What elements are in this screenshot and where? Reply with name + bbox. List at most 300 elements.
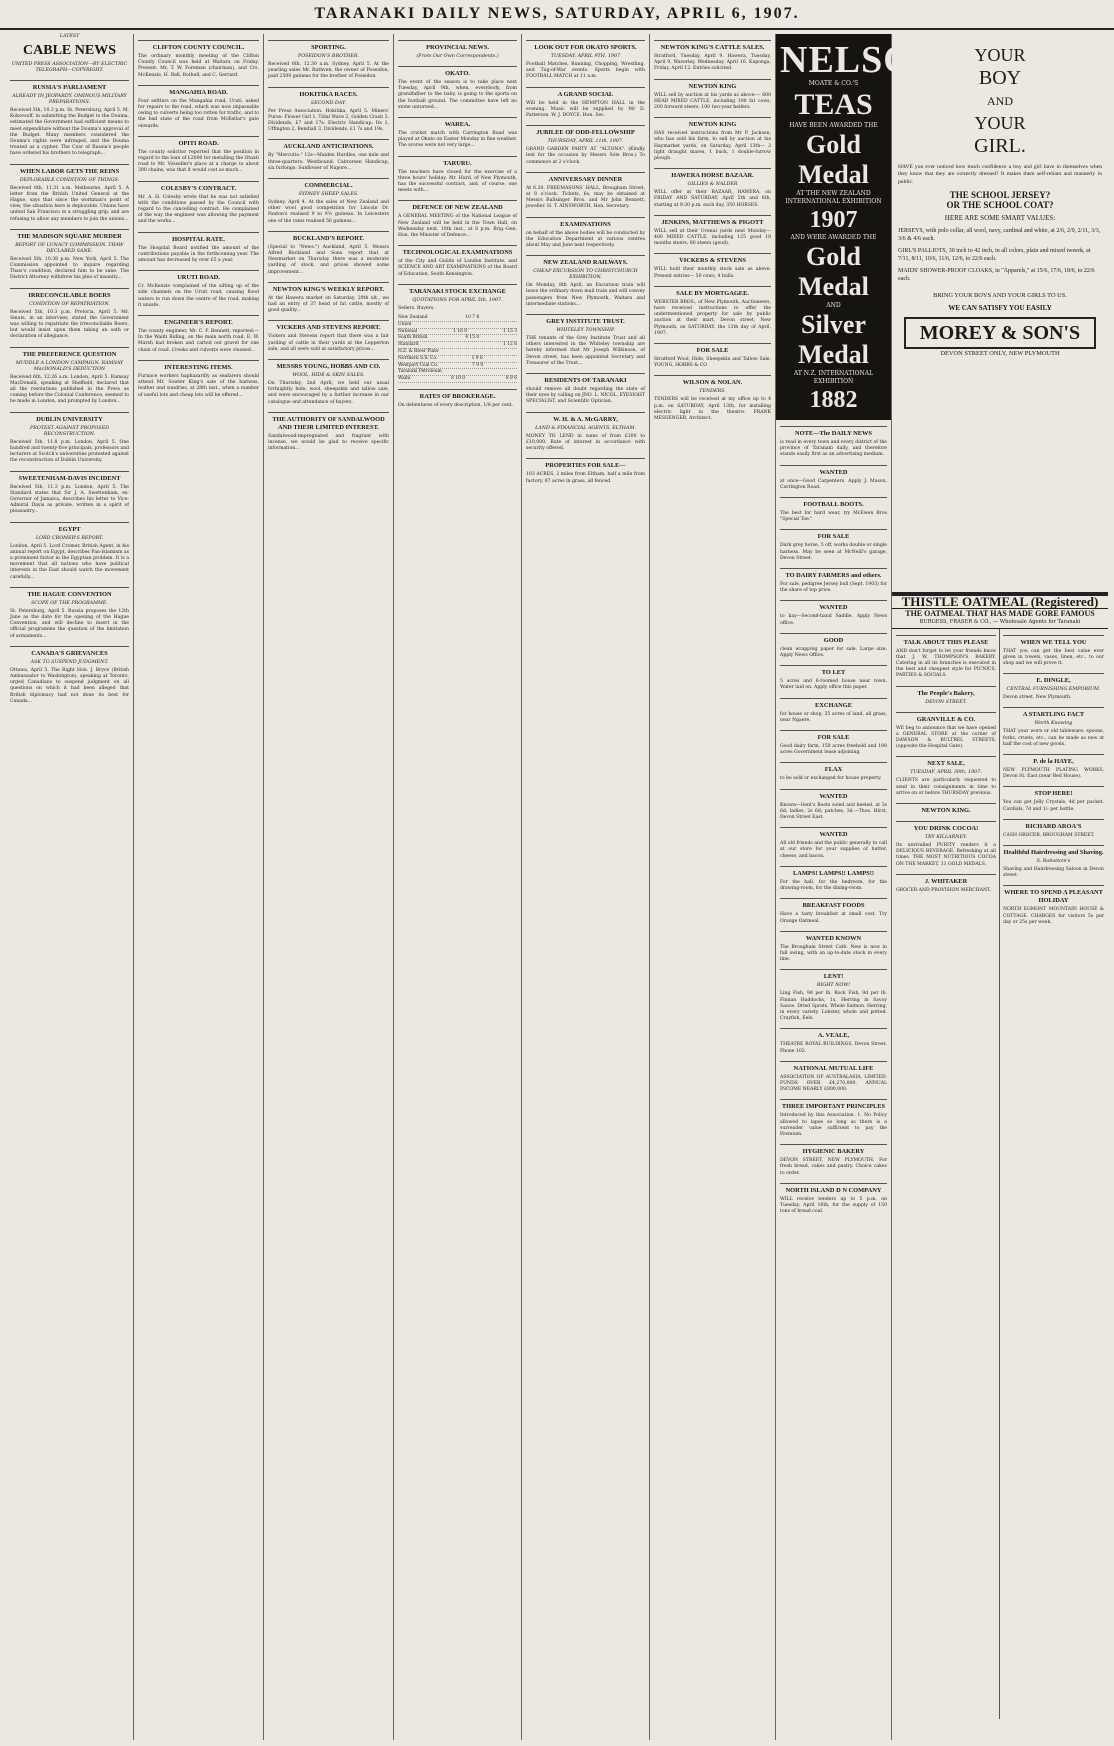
article-body: WILL sell by auction at his yards as above:— 600 HEAD MIXED CATTLE, including 100 fat cows, 200 forward steers, 100 two-year heifers. xyxy=(654,92,771,111)
school-coat-q: OR THE SCHOOL COAT? xyxy=(946,200,1054,211)
article-new-zealand-railways xyxy=(526,255,645,308)
article-heading: Healthful Hairdressing and Shaving. xyxy=(1003,845,1104,857)
article-mangahia-road xyxy=(138,85,259,130)
article-heading: WHEN WE TELL YOU xyxy=(1003,635,1104,647)
article-subheading: SCOPE OF THE PROGRAMME. xyxy=(31,600,108,606)
article-body: The Hospital Board notified the amount of the contributions payable in the forthcoming year. The amount has decreased by over £5 a year. xyxy=(138,245,259,264)
article-subheading: TUESDAY, APRIL 30th, 1907. xyxy=(910,770,982,776)
article-body: for house or shop, 35 acres of land, all grass, near Ngaere. xyxy=(780,711,887,723)
article-body: NORTH EGMONT MOUNTAIN HOUSE & COTTAGE. CHARGES for visitors 5s per day or 25s per week. xyxy=(1003,907,1104,925)
article-body: The best for hard wear, try McEwen Bros "Special Toe." xyxy=(780,511,887,523)
article-subheading: (From Our Own Correspondents.) xyxy=(416,54,499,59)
article-colesby-s-contract xyxy=(138,181,259,226)
article-sale-by-mortgagee xyxy=(654,286,771,337)
article-heading: WHEN LABOR GETS THE REINS xyxy=(10,164,129,176)
table-row xyxy=(398,322,517,329)
article-subheading: SECOND DAY. xyxy=(310,100,347,106)
article-heading: HAWERA HORSE BAZAAR. xyxy=(654,168,771,180)
article-heading: WANTED xyxy=(780,465,887,477)
article-body: GROCER AND PROVISION MERCHANT. xyxy=(896,887,991,893)
article-heading: MESSRS YOUNG, HOBBS AND CO. xyxy=(268,359,389,371)
article-body: Four settlers on the Mangahia road, Uruti, asked for repairs to the road, which was now impassable owing to culverts being too rotten for traffic, and to the bad state of the road from McKellar's gate onwards. xyxy=(138,98,259,129)
article-heading: RATES OF BROKERAGE. xyxy=(398,389,517,401)
classified-ads xyxy=(776,426,891,1215)
article-body: The Brougham Street Café. New is now in full swing, with an up-to-date stock in every line. xyxy=(780,944,887,963)
article-a-grand-social xyxy=(526,87,645,120)
and-label: AND xyxy=(987,94,1013,108)
article-body: The cricket match with Carrington Road was played at Okato on Easter Monday in fine weather. The scores were not very large... xyxy=(398,131,517,149)
table-row xyxy=(398,356,517,363)
article-subheading: S. Robottom's xyxy=(1036,859,1071,865)
table-row xyxy=(398,335,517,342)
article-body: of the City and Guilds of London Institute, and SCIENCE AND ART EXAMINATIONS of the Board of Education, South Kensington. xyxy=(398,259,517,277)
table-row xyxy=(398,363,517,370)
article-engineer-s-report xyxy=(138,315,259,354)
article-body: CLIENTS are particularly requested to send in their consignments in time to arrive on or before THURSDAY previous. xyxy=(896,778,996,796)
article-wanted xyxy=(780,600,887,626)
article-body: WEBSTER BROS., of New Plymouth, Auctioneers, have received instructions to offer the undermentioned property for sale by public auction at their mart, Devon street, New Plymouth, on SATURDAY, the 13th day of April, 1907. xyxy=(654,299,771,336)
article-body: Shaving and Hairdressing Saloon in Devon street. xyxy=(1003,867,1104,879)
article-football-boots xyxy=(780,497,887,523)
table-row xyxy=(398,349,517,356)
article-a-veale xyxy=(780,1028,887,1054)
table-cell-b: 1 12 6 xyxy=(503,342,517,348)
article-lent xyxy=(780,969,887,1022)
column-morey-advert xyxy=(892,34,1108,1740)
table-cell-name: Taranaki Petroleum xyxy=(398,369,442,375)
article-body: Received 6th, 11.31 a.m. Melbourne, April 5. A letter from the British United General at the Hague, says that since the workman's point of view, the situation here is deplorable. Unions have united San Francisco in a struggling grip, and are refusing to allow any members to join the unions... xyxy=(10,185,129,222)
article-body: Dark grey horse, 5 off, works double or single harness. May be seen at McNeill's garage, Devon Street. xyxy=(780,543,887,561)
article-commercial xyxy=(268,178,389,225)
article-subheading: WHITELEY TOWNSHIP. xyxy=(556,328,615,334)
article-note-the-daily-news xyxy=(780,426,887,459)
article-heading: HOSPITAL RATE. xyxy=(138,232,259,244)
article-sporting xyxy=(268,40,389,81)
value-palliots: GIRL'S PALLIOTS, 30 inch to 42 inch, in all colors, plain and mixed tweeds, at 7/11, 8/11, 10/6, 11/6, 12/6, to 22/6 each. xyxy=(898,247,1091,262)
column-stock-sales xyxy=(650,34,776,1740)
article-heading: FLAX xyxy=(780,762,887,774)
article-body: On Monday, 8th April, an Excursion train will leave the ordinary down mail train and will convey passengers from New Plymouth, Waitara and intermediate stations... xyxy=(526,283,645,307)
newspaper-title: TARANAKI DAILY NEWS, SATURDAY, APRIL 6, 1907. xyxy=(314,5,800,22)
column-sporting xyxy=(264,34,394,1740)
burgess-agents: BURGESS, FRASER & CO., — Wholesale Agents for Taranaki xyxy=(892,619,1108,628)
article-for-sale xyxy=(654,343,771,369)
article-body: Received 5th, 10.3 p.m. St. Petersburg, April 5. M. Kokovsoff, in submitting the Budget to the Douma, estimated the Government had sufficient means to meet expenditure without the Douma's approval of the Budget. Many members considered the Douma's rights were infringed, and the Douma treated as a cypher. The Czar of Russia's people have ordered his brothers to telegraph... xyxy=(10,108,129,157)
table-cell-name: Northern S.S. Co. xyxy=(398,355,438,361)
article-egypt xyxy=(10,522,129,581)
article-subheading: RIGHT NOW! xyxy=(816,983,851,989)
article-body: THEATRE ROYAL BUILDINGS, Devon Street. Phone 102. xyxy=(780,1042,887,1054)
article-heading: NEWTON KING'S CATTLE SALES. xyxy=(654,40,771,52)
article-heading: RESIDENTS OF TARANAKI xyxy=(526,373,645,385)
table-cell-name: N.Z. & River Plate xyxy=(398,349,439,355)
article-newton-king xyxy=(896,803,996,815)
article-examinations xyxy=(526,217,645,250)
article-the-preference-question xyxy=(10,347,129,406)
article-e-dingle xyxy=(1003,673,1104,701)
silver-medal: Silver Medal xyxy=(798,310,869,369)
article-heading: SPORTING. xyxy=(268,40,389,52)
article-body: to be sold or exchanged for house property. xyxy=(780,776,882,782)
article-russia-s-parliament xyxy=(10,80,129,158)
article-the-people-s-bakery xyxy=(896,686,996,706)
article-national-mutual-life xyxy=(780,1061,887,1094)
boy-label: BOY xyxy=(978,67,1022,89)
article-heading: FOR SALE xyxy=(654,343,771,355)
moate-label: MOATE & CO.'S xyxy=(808,80,859,87)
table-cell-name: Standard xyxy=(398,342,419,348)
article-body: Introduced by this Association. 1. No Policy allowed to lapse so long as there is a surrender value sufficient to pay the Premium. xyxy=(780,1113,887,1137)
article-heading: THREE IMPORTANT PRINCIPLES xyxy=(780,1099,887,1111)
article-stop-here xyxy=(1003,786,1104,812)
article-heading: NEWTON KING'S WEEKLY REPORT. xyxy=(268,282,389,294)
article-heading: NORTH ISLAND D N COMPANY xyxy=(780,1183,887,1195)
article-heading: WANTED KNOWN xyxy=(780,931,887,943)
article-body: Football Matches, Running, Chopping, Wrestling, and Tug-of-War events. Sports begin with FOOTBALL MATCH at 11 a.m. xyxy=(526,62,645,80)
article-newton-king-s-cattle-sales xyxy=(654,40,771,73)
column-tea-advert xyxy=(776,34,943,1740)
article-heading: DUBLIN UNIVERSITY xyxy=(10,412,129,424)
article-body: A GENERAL MEETING of the National League of New Zealand will be held in the Town Hall, on Wednesday next, 10th inst., at 8 p.m. Brig.-Gen. Hon. the Minister of Defence... xyxy=(398,214,517,239)
article-heading: BUCKLAND'S REPORT. xyxy=(268,231,389,243)
article-body: London, April 5. Lord Cromer, British Agent, in his annual report on Egypt, describes Pan-Islamism as a prominent factor in the Egyptian problem. It is a movement that all nations who have political interests in the East should watch the movement carefully... xyxy=(10,543,129,580)
article-you-drink-cocoa xyxy=(896,821,996,868)
article-subheading: POSEIDON'S BROTHER. xyxy=(297,54,360,59)
article-body: By "Mercutio." 12s—Maiden Hurdles, one mile and three-quarters: Westbound. Cabrorsen Handicap, six furlongs: Sunflower of Nupore... xyxy=(268,153,389,171)
lower-ads-split xyxy=(892,629,1108,1719)
article-subheading: TUESDAY, APRIL 9TH, 1907 xyxy=(550,54,621,59)
article-heading: WHERE TO SPEND A PLEASANT HOLIDAY xyxy=(1003,885,1104,905)
article-body: Ling Fish, 9d per lb. Rock Fish, 9d per lb. Finnan Haddocks, 1s. Herring in Savoy Sauce. Dried Sprats. Whole Salmon. Herring, in every variety. Lobster, whole and potted. Crayfish, Eels. xyxy=(780,991,887,1022)
article-body: The county solicitor reported that the position in regard to the loan of £2000 for metalling the Otaati road to Mr. Vosseller's place at a charge to about 300 chains, was that it would cost as much... xyxy=(138,149,259,174)
article-a-startling-fact xyxy=(1003,707,1104,748)
article-body: Vickers and Stevens report that there was a fair yarding of cattle in their yards at the Lepperton sale, and all were sold at satisfactory prices... xyxy=(268,334,389,352)
article-heading: TO LET xyxy=(780,665,887,677)
article-clifton-county-council xyxy=(138,40,259,79)
article-heading: OKATO. xyxy=(398,66,517,78)
article-heading: ENGINEER'S REPORT. xyxy=(138,315,259,327)
article-body: Known—Gent's Boots soled and heeled, at 3s 6d; ladies, 2s 6d; patches, 3d.—Thos. Hirst, Devon Street East. xyxy=(780,802,887,821)
article-three-important-principles xyxy=(780,1099,887,1138)
article-defence-of-new-zealand xyxy=(398,200,517,239)
bring-line: BRING YOUR BOYS AND YOUR GIRLS TO US. xyxy=(933,291,1067,299)
article-granville-co xyxy=(896,712,996,751)
article-subheading: ASK TO SUSPEND JUDGMENT. xyxy=(30,659,109,665)
article-to-dairy-farmers-and-others xyxy=(780,568,887,594)
table-cell-s: 1 9 6 xyxy=(471,355,483,361)
article-body: Received 5th, 11.3 p.m. London, April 5. The Standard states that Sir J. A. Swettenham, ex-Governor of Jamaica, describes his letter to Vice-Admiral Davis as private, written in a spirit of pleasantry... xyxy=(10,484,129,515)
article-heading: E. DINGLE, xyxy=(1003,673,1104,685)
gold-medal-2: Gold Medal xyxy=(798,242,869,301)
article-body: on behalf of the above bodies will be conducted by the Education Department at various centres about May and June next respectively. xyxy=(526,230,645,249)
article-wanted xyxy=(780,827,887,860)
table-cell-s: 4 15 0 xyxy=(465,335,480,341)
table-cell-name: Waihi xyxy=(398,376,411,382)
article-heading: GREY INSTITUTE TRUST. xyxy=(526,314,645,326)
article-wilson-nolan xyxy=(654,375,771,422)
article-taruru xyxy=(398,156,517,195)
article-heading: WANTED xyxy=(780,789,887,801)
article-taranaki-stock-exchange xyxy=(398,284,517,383)
article-heading: STOP HERE! xyxy=(1003,786,1104,798)
article-heading: A STARTLING FACT xyxy=(1003,707,1104,719)
article-hokitika-races xyxy=(268,87,389,134)
masthead xyxy=(0,0,1114,30)
article-heading: EGYPT xyxy=(10,522,129,534)
article-subheading: LORD CROMER'S REPORT. xyxy=(35,535,104,541)
table-cell-name: New Zealand xyxy=(398,315,428,321)
table-cell-b: 1 15 3 xyxy=(503,328,517,334)
article-heading: FOOTBALL BOOTS. xyxy=(780,497,887,509)
article-warea xyxy=(398,117,517,150)
article-heading: LAMPS! LAMPS!! LAMPS!! xyxy=(780,866,887,878)
article-grey-institute-trust xyxy=(526,314,645,367)
article-residents-of-taranaki xyxy=(526,373,645,406)
article-body: All old friends and the public generally to call at our store for your supplies of butter, cheese, and bacon. xyxy=(780,841,887,859)
article-heading: P. de la HAYE, xyxy=(1003,754,1104,766)
article-uruti-road xyxy=(138,270,259,309)
article-subheading: DEPLORABLE CONDITION OF THINGS. xyxy=(19,177,120,183)
article-heading: EXCHANGE xyxy=(780,698,887,710)
article-heading: URUTI ROAD. xyxy=(138,270,259,282)
morey-address: DEVON STREET ONLY, NEW PLYMOUTH xyxy=(940,350,1060,358)
article-body: Per Press Association. Hokitika, April 5. Miners' Purse: Flower Girl 1, Tidal Wave 2, Golden Crash 3. Dividends, £7 and 17s. Electric Handicap: Its 1, Uffington 2, Bendiall 3. Dividends, £1 7s and 19s. xyxy=(268,108,389,133)
article-properties-for-sale xyxy=(526,458,645,484)
article-body: At the Hawera market on Saturday, 29th ult., we had an entry of 37 head of fat cattle, mostly of good quality... xyxy=(268,295,389,314)
table-cell-name: Union xyxy=(398,321,412,327)
article-heading: WAREA. xyxy=(398,117,517,129)
article-subheading: QUOTATIONS FOR APRIL 5th, 1907. xyxy=(412,297,503,303)
article-heading: DEFENCE OF NEW ZEALAND xyxy=(398,200,517,212)
award-line-2: AT THE NEW ZEALAND INTERNATIONAL EXHIBITION xyxy=(785,190,882,205)
article-body: Ottawa, April 5. The Right Hon. J. Bryce (British Ambassador to Washington), speaking at Toronto, urged Canadians to suspend judgment on all questions on which it had been alleged that British diplomacy had not done its best for Canada... xyxy=(10,667,129,704)
girl-label: GIRL. xyxy=(974,135,1026,157)
article-heading: WANTED xyxy=(780,600,887,612)
nelson-brand: NELSON xyxy=(780,39,943,81)
article-exchange xyxy=(780,698,887,724)
article-body: to hay—Second-hand Saddle. Apply News office. xyxy=(780,614,887,626)
article-body: AND don't forget to let your friends know that J. W. THOMPSON'S BAKERY. Catering in all its branches is executed in the best and cheapest style for PICNICS, PARTIES & SOCIALS. xyxy=(896,648,996,679)
article-to-let xyxy=(780,665,887,691)
article-when-we-tell-you xyxy=(1003,635,1104,668)
table-cell-name: Westport Coal Co. xyxy=(398,362,439,368)
article-heading: TECHNOLOGICAL EXAMINATIONS xyxy=(398,245,517,257)
table-cell-s: 1 16 0 xyxy=(453,328,468,334)
article-newton-king xyxy=(654,79,771,112)
article-body: WE beg to announce that we have opened a GENERAL STORE at the corner of DAWSON & BULTREL STREETS, (opposite the Hospital Gate). xyxy=(896,725,996,750)
article-heading: BREAKFAST FOODS xyxy=(780,898,887,910)
article-subheading: PROTEST AGAINST PROPOSED RECONSTRUCTION. xyxy=(30,425,109,437)
article-heading: FOR SALE xyxy=(780,730,887,742)
article-provincial-news xyxy=(398,40,517,60)
lower-ads-left xyxy=(892,629,1000,1719)
article-heading: IRRECONCILABLE BOERS xyxy=(10,288,129,300)
article-heading: INTERESTING ITEMS. xyxy=(138,360,259,372)
year-1882: 1882 xyxy=(809,387,858,413)
article-subheading: CENTRAL FURNISHING EMPORIUM. xyxy=(1006,687,1101,693)
article-body: Mr. A. H. Colesby wrote that he was not satisfied with the conditions passed by the Council with regard to the cancelling contract. He complained of the way the engineer was allowing the payment and the works... xyxy=(138,194,259,225)
values-heading: HERE ARE SOME SMART VALUES: xyxy=(944,213,1056,222)
article-okato xyxy=(398,66,517,111)
article-body: clean wrapping paper for sale. Large size. Apply News Office. xyxy=(780,646,887,659)
article-body: Received 6th, 12.26 a.m. London, April 5. Ramsay MacDonald, speaking at Sheffield, declared that all the resolutions published in the Press as coming before the Colonial Conference, seemed to be made in London, and prompted by London... xyxy=(10,374,129,405)
article-heading: W. H. & A. McGARRY, xyxy=(526,412,645,424)
article-the-authority-of-sandalwood-and-their-li xyxy=(268,412,389,453)
article-heading: A GRAND SOCIAL xyxy=(526,87,645,99)
article-body: Its unrivalled PURITY renders it a DELICIOUS BEVERAGE. Refreshing at all times. THE MOST NUTRITIOUS COCOA ON THE MARKET. 11 GOLD MEDALS. xyxy=(896,843,996,867)
article-talk-about-this-please xyxy=(896,635,996,680)
article-heading: COMMERCIAL. xyxy=(268,178,389,190)
article-subheading: WOOL, HIDE & SKIN SALES. xyxy=(292,373,365,379)
your-label: YOUR xyxy=(974,45,1026,65)
article-body: The teachers have closed for the exercise of a three hours' holiday. Mr. Hurd, of New Plymouth, has the successful contract, and, of course, one meets with... xyxy=(398,169,517,194)
article-heading: CLIFTON COUNTY COUNCIL. xyxy=(138,40,259,52)
article-body: CASH GROCER, BROUGHAM STREET. xyxy=(1003,832,1095,838)
teas-label: TEAS xyxy=(794,88,873,121)
nelson-tea-advert xyxy=(776,34,943,420)
article-newton-king-s-weekly-report xyxy=(268,282,389,315)
article-body: GRAND GARDEN PARTY AT "ALTONA". (Kindly lent for the occasion by Messrs Sole Bros.) To commence at 2 o'clock. xyxy=(526,147,645,165)
article-heading: YOU DRINK COCOA! xyxy=(896,821,996,833)
article-subheading: CHEAP EXCURSION TO CHRISTCHURCH EXHIBITION. xyxy=(533,269,638,281)
article-body: Received 5th, 11.8 p.m. London, April 5. One hundred and twenty-five principals, professors and lecturers at Scotch's universities protested against the reconstruction of Dublin University. xyxy=(10,439,130,464)
article-body: Received 5th, 10.38 p.m. New York, April 5. The Commission appointed to inquire regarding Thaw's condition, declared him to be sane. The District Attorney withdrew his plea of insanity... xyxy=(10,256,129,281)
article-healthful-hairdressing-and-shaving xyxy=(1003,845,1104,879)
article-heading: COLESBY'S CONTRACT. xyxy=(138,181,259,193)
article-heading: NEWTON KING xyxy=(654,79,771,91)
article-hygienic-bakery xyxy=(780,1144,887,1177)
article-heading: NEXT SALE, xyxy=(896,756,996,768)
article-heading: LOOK OUT FOR OKATO SPORTS. xyxy=(526,40,645,52)
article-breakfast-foods xyxy=(780,898,887,924)
article-body: Devon street. New Plymouth. xyxy=(1003,695,1072,701)
table-row xyxy=(398,342,517,349)
article-body: Received 6th, 12.30 a.m. Sydney, April 5. At the yearling sales Mr. Ruthven, the owner of Poseidon, paid 2500 guineas for the brother of Poseidon. xyxy=(268,62,389,80)
article-vickers-stevens xyxy=(654,253,771,279)
article-body: Sydney, April 4. At the sales of New Zealand and other wool good competition for Lincoln Dr. Paxton's realised 9 to 9½ guineas. In Leicesters one of the rams realised 56 guineas... xyxy=(268,200,389,224)
article-interesting-items xyxy=(138,360,259,399)
article-heading: TARURU. xyxy=(398,156,517,168)
article-heading: HOKITIKA RACES. xyxy=(268,87,389,99)
article-heading: GRANVILLE & CO. xyxy=(896,712,996,724)
article-heading: NOTE—The DAILY NEWS xyxy=(780,426,887,438)
article-heading: OPITI ROAD. xyxy=(138,136,259,148)
article-irreconcilable-boers xyxy=(10,288,129,341)
article-subheading: TRY KILLARNEY. xyxy=(924,835,968,841)
article-body: The event of the season is to take place next Tuesday, April 9th, when, everybody, from grandfather to the baby, is going to the sports on the football ground. The committee have left no stone unturned... xyxy=(398,80,517,110)
article-good xyxy=(780,633,887,659)
year-1907: 1907 xyxy=(809,207,858,233)
article-heading: NATIONAL MUTUAL LIFE xyxy=(780,1061,887,1073)
article-wanted xyxy=(780,789,887,822)
article-subheading: MUDDLE A LONDON CAMPAIGN. RAMSAY MacDONALD'S DEDUCTION xyxy=(15,360,124,372)
article-subheading: REPORT OF LUNACY COMMISSION. THAW DECLARED SANE. xyxy=(15,242,124,254)
intro-text: HAVE you ever noticed how much confidence a boy and girl have in themselves when they know that they are correctly dressed? It makes them self-reliant and mannerly in public. xyxy=(898,164,1102,185)
article-the-madison-square-murder xyxy=(10,229,129,282)
article-for-sale xyxy=(780,730,887,756)
article-wanted-known xyxy=(780,931,887,964)
article-jubilee-of-odd-fellowship xyxy=(526,125,645,166)
article-body: ASSOCIATION OF AUSTRALASIA, LIMITED. FUNDS OVER £4,270,000. ANNUAL INCOME NEARLY £800,000. xyxy=(780,1074,887,1093)
article-opiti-road xyxy=(138,136,259,175)
credit-line: UNITED PRESS ASSOCIATION—BY ELECTRIC TELEGRAPH—COPYRIGHT. xyxy=(11,62,128,73)
article-heading: THE HAGUE CONVENTION xyxy=(10,587,129,599)
article-heading: THE PREFERENCE QUESTION xyxy=(10,347,129,359)
article-subheading: THURSDAY, APRIL 11th, 1907. xyxy=(547,139,624,145)
article-subheading: SYDNEY SHEEP SALES. xyxy=(298,192,359,198)
article-body: On Thursday, 2nd April, we held our usual fortnightly hide, wool, sheepskin and tallow sale, and were encouraged by a further increase in our catalogue and attendance of buyers. xyxy=(268,381,389,405)
article-body: MONEY TO LEND in sums of from £100 to £10,000. Rate of interest in accordance with security offered. xyxy=(526,433,645,452)
article-hospital-rate xyxy=(138,232,259,265)
satisfy-line: WE CAN SATISFY YOU EASILY xyxy=(948,304,1052,313)
article-lamps-lamps-lamps xyxy=(780,866,887,892)
article-heading: CANADA'S GRIEVANCES xyxy=(10,646,129,658)
article-body: THE tenants of the Grey Institute Trust and all others interested in the Whiteley township are hereby informed that Mr Joseph Wilkinson, of Devon street, has been appointed Secretary and Treasurer of the Trust... xyxy=(526,336,645,366)
column-provincial xyxy=(394,34,522,1740)
and-label: AND xyxy=(826,302,841,309)
school-jersey-q: THE SCHOOL JERSEY? xyxy=(949,190,1051,201)
article-body: Have a tasty breakfast at small cost. Try Orange Oatmeal. xyxy=(780,912,887,924)
table-row xyxy=(398,329,517,336)
article-richard-aroa-s xyxy=(1003,819,1104,839)
article-w-h-a-mcgarry xyxy=(526,412,645,453)
article-body: WILL sell at their Urenui yards next Monday— 400 MIXED CATTLE, including 125 good 18 months steers, 60 steers (good). xyxy=(654,228,771,247)
article-body: Furnace workers haphazardly as seafarers should attend Mr. Sowter King's sale of the harness, leather and sundries, at 28th inst., when a number of useful lots and cheap lots will be offered... xyxy=(138,373,259,398)
article-heading: NEWTON KING xyxy=(654,117,771,129)
article-anniversary-dinner xyxy=(526,172,645,211)
article-subheading: Worth Knowing xyxy=(1034,721,1073,727)
article-heading: PROVINCIAL NEWS. xyxy=(398,40,517,52)
article-body: at once—Good Carpenters. Apply J. Mason, Carrington Road. xyxy=(780,478,887,490)
article-when-labor-gets-the-reins xyxy=(10,164,129,223)
article-heading: JENKINS, MATTHEWS & PIGOTT xyxy=(654,215,771,227)
table-cell-name: South British xyxy=(398,335,428,341)
article-body: The county engineer, Mr. C. F. Bennett, reported:—In the Waiiti Riding, on the main north road, E. W. Marsh had broken and carted out gravel for one chain of road. Creeks and culverts were cleaned... xyxy=(138,329,259,353)
article-heading: MANGAHIA ROAD. xyxy=(138,85,259,97)
article-subheading: GILLIES & NALDER xyxy=(687,182,738,188)
column-cable-news xyxy=(6,34,134,1740)
article-body: Sellers. Buyers. xyxy=(398,305,435,311)
article-body: You can get Jelly Crystals, 4d per packet. Cordials, 7d and 1/- per bottle. xyxy=(1003,800,1104,812)
article-canada-s-grievances xyxy=(10,646,129,705)
article-heading: TO DAIRY FARMERS and others. xyxy=(780,568,887,580)
article-next-sale xyxy=(896,756,996,797)
article-subheading: TENDERS. xyxy=(699,389,726,395)
article-heading: VICKERS AND STEVENS REPORT. xyxy=(268,320,389,332)
gold-medal-1: Gold Medal xyxy=(798,130,869,189)
article-heading: VICKERS & STEVENS xyxy=(654,253,771,265)
article-hawera-horse-bazaar xyxy=(654,168,771,209)
article-buckland-s-report xyxy=(268,231,389,276)
article-body: St. Petersburg, April 5. Russia proposes the 12th June as the date for the opening of the Hague Convention, and will decline to insert in the official programme the question of the limitation of armaments... xyxy=(10,608,129,639)
article-messrs-young-hobbs-and-co xyxy=(268,359,389,406)
article-technological-examinations xyxy=(398,245,517,278)
thistle-subheadline: THE OATMEAL THAT HAS MADE GORE FAMOUS xyxy=(905,609,1095,619)
article-p-de-la-haye xyxy=(1003,754,1104,780)
table-row xyxy=(398,315,517,322)
article-body: The ordinary monthly meeting of the Clifton County Council was held at Waitara on Friday. Present: Mr. T. W. Foreman (chairman), and Crs. McKenzie, H. Bell, Bothell, and C. Gerrard. xyxy=(138,54,259,78)
value-jerseys: JERSEYS, with polo collar, all wool, navy, cardinal and white, at 2/6, 2/9, 2/11, 3/3, 3/6 & 4/6 each. xyxy=(898,227,1101,242)
article-heading: AUCKLAND ANTICIPATIONS. xyxy=(268,139,389,151)
newspaper-columns xyxy=(6,34,1108,1740)
thistle-oatmeal-headline: THISTLE OATMEAL (Registered) xyxy=(892,594,1108,609)
your-label-2: YOUR xyxy=(974,113,1026,133)
article-body: Stratford, Tuesday, April 9. Hawera, Tuesday, April 9. Waverley, Wednesday, April 10. Kaponga, Friday, April 12. Entries solicited. xyxy=(654,54,771,72)
article-body: is read in every town and every district of the province of Taranaki daily, and therefore stands easily first as an advertising medium. xyxy=(780,440,887,458)
article-body: For the hall, for the bedroom, for the drawing-room, for the dining-room. xyxy=(780,879,887,892)
article-body: Stratford Wool, Hide, Sheepskin and Tallow Sale. YOUNG, HOBBS & CO xyxy=(654,357,771,369)
article-body: Good dairy farm, 150 acres freehold and 180 acres Government lease adjoining. xyxy=(780,744,887,756)
